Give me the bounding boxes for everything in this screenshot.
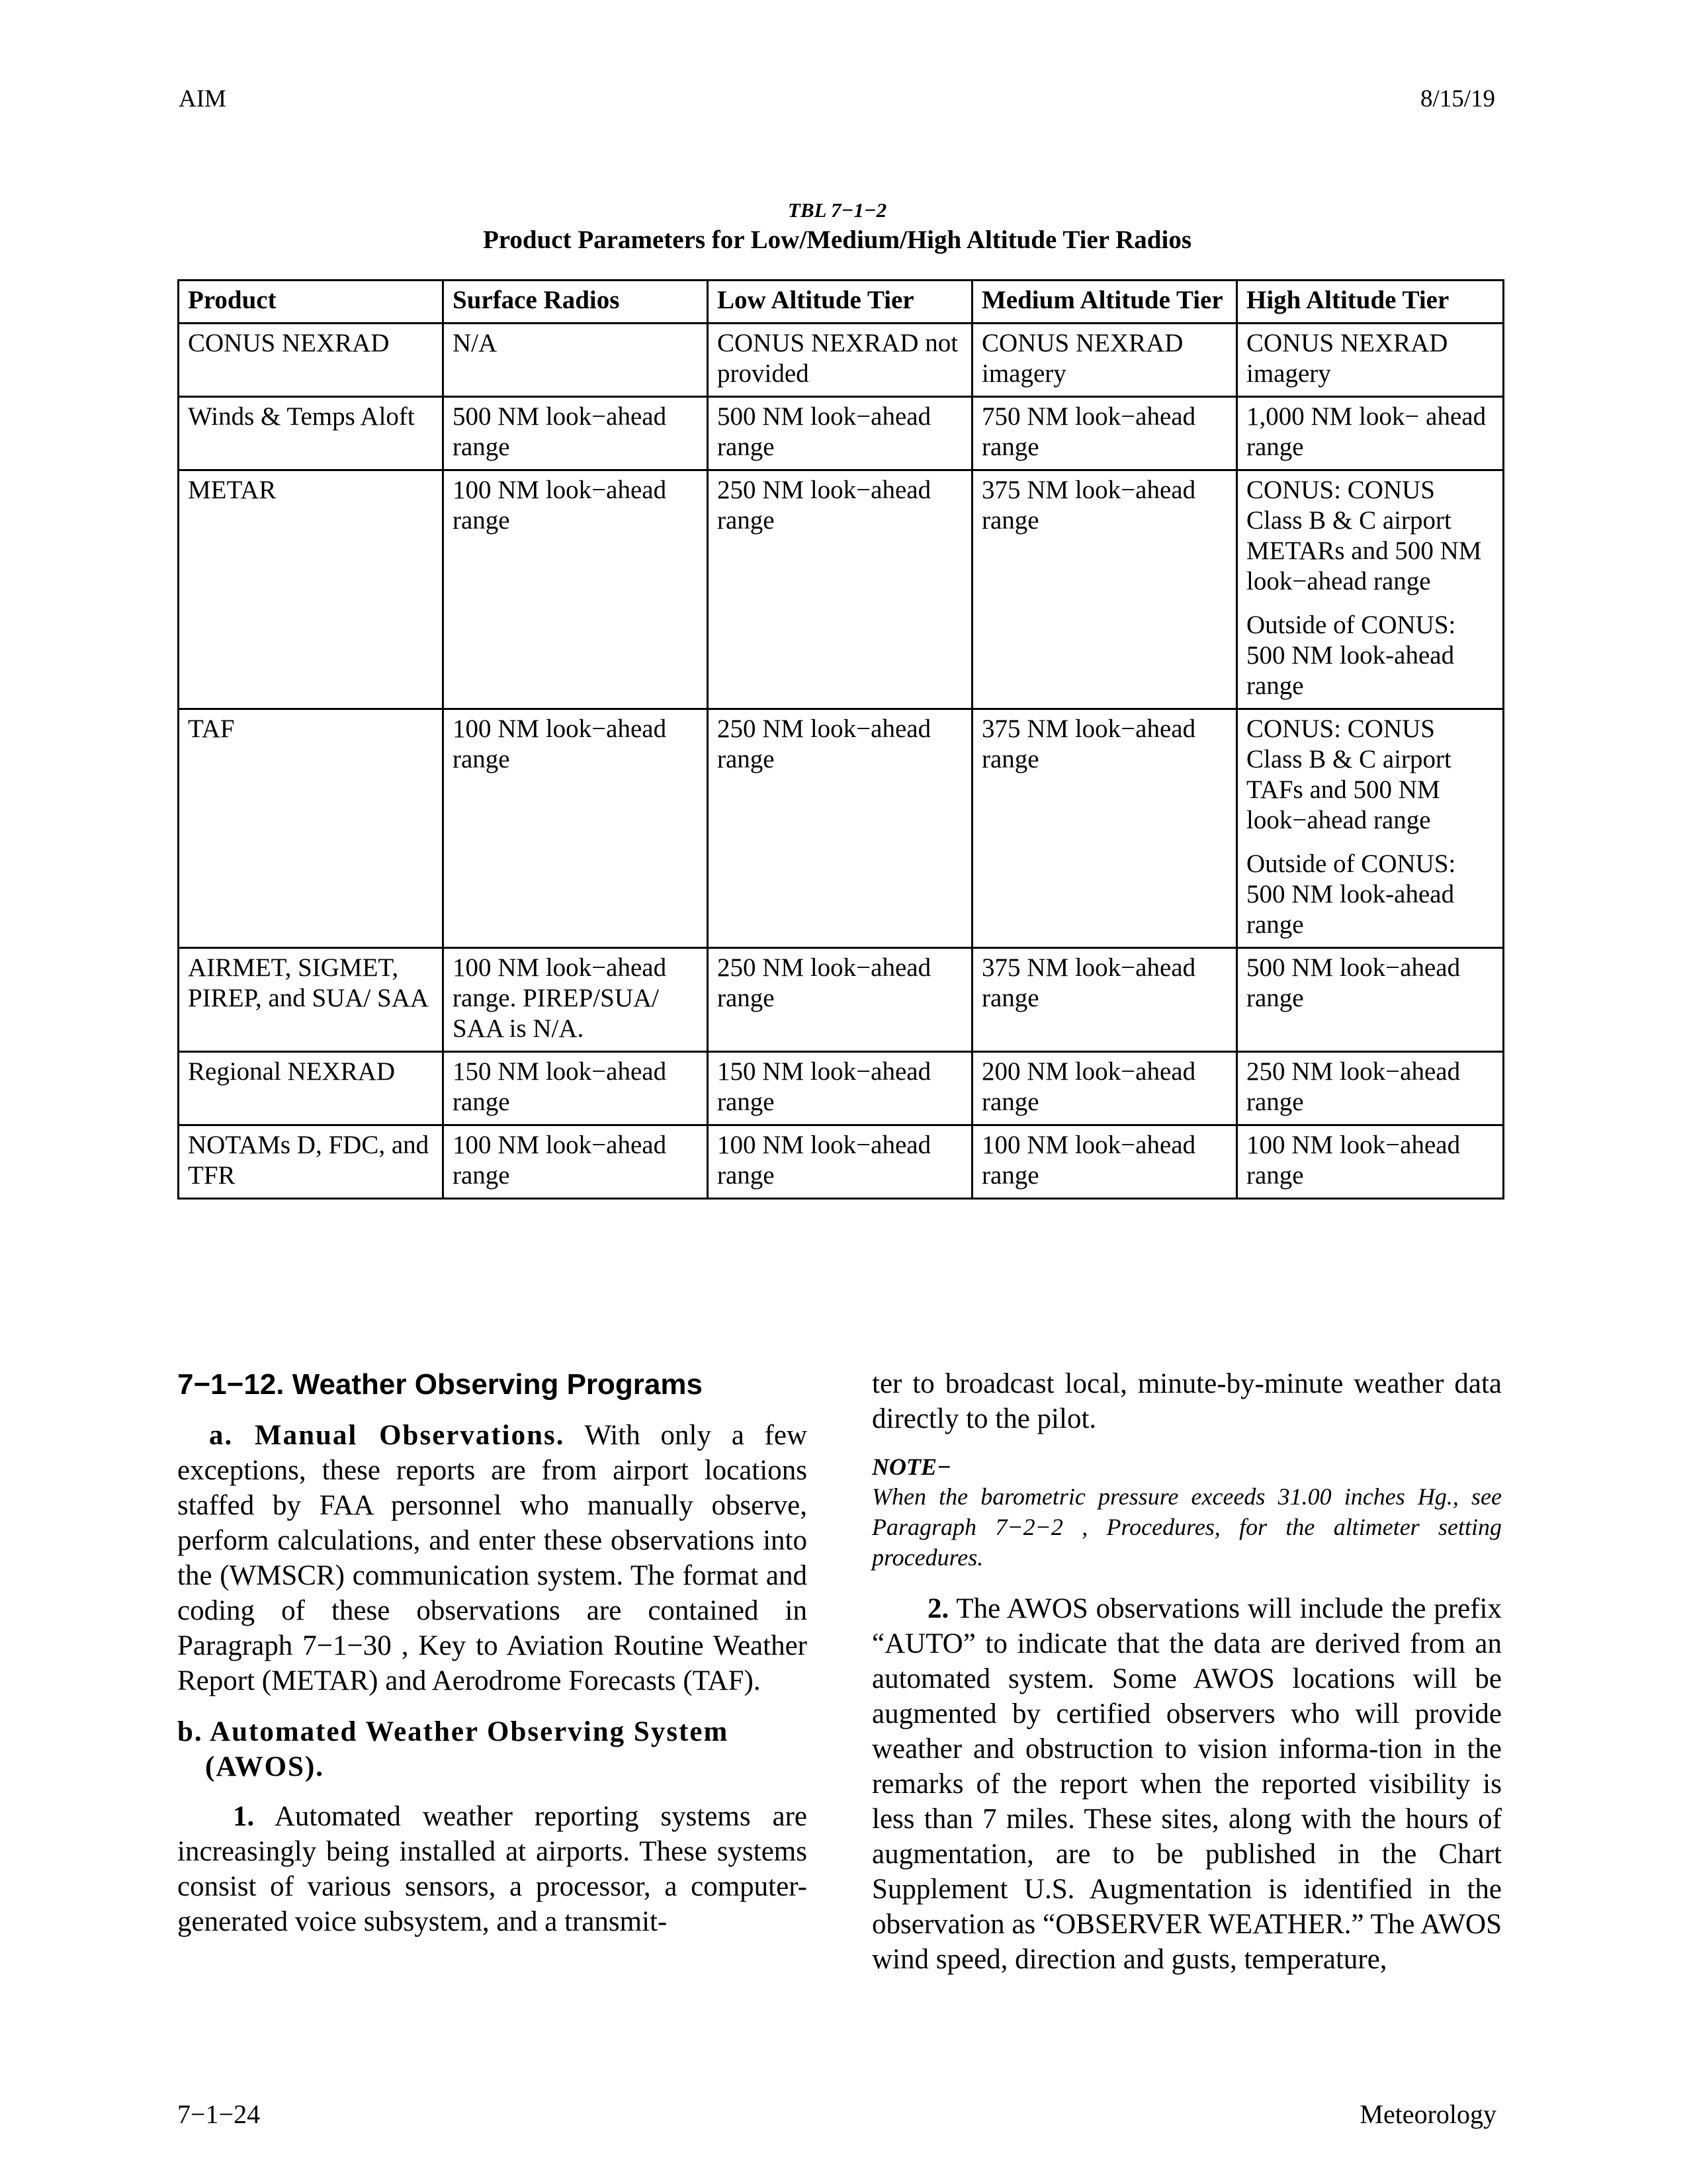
left-column: [177, 1366, 807, 1955]
cell-text: 100 NM look−ahead range: [453, 476, 667, 535]
paragraph-a-text: With only a few exceptions, these reports are from airport locations staffed by FAA personnel who manually observe, perform calculations, and enter these observations into the (WMSCR) communication system. The format and coding of these observations are contained in Paragraph 7−1−30 , Key to Aviation Routine Weather Report (METAR) and Aerodrome Forecasts (TAF).: [177, 1420, 807, 1696]
table-cell: [1237, 709, 1504, 948]
table-cell: [179, 324, 443, 397]
table-cell: [708, 1125, 973, 1199]
cell-text: AIRMET, SIGMET, PIREP, and SUA/ SAA: [188, 953, 429, 1012]
cell-text: 375 NM look−ahead range: [982, 476, 1196, 535]
table-label: TBL 7−1−2: [787, 198, 887, 222]
cell-text: CONUS NEXRAD imagery: [982, 329, 1184, 388]
table-cell: [708, 397, 973, 470]
table-cell: [179, 1052, 443, 1125]
table-body: [179, 324, 1504, 1199]
table-cell: [708, 324, 973, 397]
table-row: [179, 1052, 1504, 1125]
column-header: Product: [179, 281, 443, 324]
running-header-date: 8/15/19: [1420, 85, 1495, 112]
table-cell: [708, 470, 973, 709]
table-title: Product Parameters for Low/Medium/High Altitude Tier Radios: [482, 226, 1191, 254]
cell-text: Winds & Temps Aloft: [188, 402, 415, 431]
cell-text: 100 NM look−ahead range: [453, 1131, 667, 1190]
cell-text: 150 NM look−ahead range: [453, 1057, 667, 1116]
table-cell: [1237, 948, 1504, 1052]
table-cell: [1237, 324, 1504, 397]
section-heading: 7−1−12. Weather Observing Programs: [177, 1368, 703, 1401]
cell-text: CONUS NEXRAD: [188, 329, 390, 357]
table-cell: [973, 948, 1237, 1052]
paragraph-2-text: The AWOS observations will include the prefix “AUTO” to indicate that the data are derived from an automated system. Some AWOS locations will be augmented by certified observers who will provide weather and obstruction to vision informa-tion in the remarks of the report when the reported visibility is less than 7 miles. These sites, along with the hours of augmentation, are to be published in the Chart Supplement U.S. Augmentation is identified in the observation as “OBSERVER WEATHER.” The AWOS wind speed, direction and gusts, temperature,: [872, 1593, 1502, 1975]
table-cell: [443, 1052, 708, 1125]
table-cell: [973, 397, 1237, 470]
paragraph-1: [177, 1799, 807, 1939]
column-header: Medium Altitude Tier: [973, 281, 1237, 324]
cell-text: 250 NM look−ahead range: [717, 476, 931, 535]
cell-text: 250 NM look−ahead range: [1246, 1057, 1461, 1116]
cell-text: 750 NM look−ahead range: [982, 402, 1196, 461]
paragraph-1-text-part1: Automated weather reporting systems are increasingly being installed at airports. These systems consist of various sensors, a processor, a computer-generated voice subsystem, and a transmit-: [177, 1801, 807, 1937]
cell-text: TAF: [188, 715, 235, 743]
table-row: [179, 324, 1504, 397]
table-cell: [443, 397, 708, 470]
cell-text: N/A: [453, 329, 497, 357]
table-cell: [179, 470, 443, 709]
cell-text: 375 NM look−ahead range: [982, 715, 1196, 773]
paragraph-a: [177, 1418, 807, 1698]
paragraph-1-continued: ter to broadcast local, minute-by-minute weather data directly to the pilot.: [872, 1368, 1502, 1434]
column-header: Low Altitude Tier: [708, 281, 973, 324]
table-cell: [708, 709, 973, 948]
cell-text: 1,000 NM look− ahead range: [1246, 402, 1487, 461]
paragraph-1-number: 1.: [233, 1801, 255, 1832]
table-cell: [1237, 1052, 1504, 1125]
page-number: 7−1−24: [177, 2099, 261, 2129]
cell-text: 100 NM look−ahead range. PIREP/SUA/ SAA is N/A.: [453, 953, 667, 1043]
table-cell: [973, 324, 1237, 397]
cell-text: 500 NM look−ahead range: [717, 402, 931, 461]
cell-text: 100 NM look−ahead range: [717, 1131, 931, 1190]
table-cell: [973, 709, 1237, 948]
table-header: [179, 281, 1504, 324]
cell-text: CONUS: CONUS Class B & C airport METARs and 500 NM look−ahead range: [1246, 476, 1482, 595]
table-cell: [179, 1125, 443, 1199]
table-cell: [1237, 397, 1504, 470]
cell-text: 500 NM look−ahead range: [1246, 953, 1461, 1012]
cell-text: 100 NM look−ahead range: [982, 1131, 1196, 1190]
table-row: [179, 1125, 1504, 1199]
table-row: [179, 397, 1504, 470]
table-cell: [708, 1052, 973, 1125]
table-cell: [443, 709, 708, 948]
cell-text: NOTAMs D, FDC, and TFR: [188, 1131, 429, 1190]
paragraph-a-label: a. Manual Observations.: [209, 1420, 565, 1451]
cell-text: METAR: [188, 476, 277, 504]
table-header-row: [179, 281, 1504, 324]
cell-text: 100 NM look−ahead range: [453, 715, 667, 773]
cell-text: 200 NM look−ahead range: [982, 1057, 1196, 1116]
paragraph-2-number: 2.: [928, 1593, 949, 1624]
cell-text: 100 NM look−ahead range: [1246, 1131, 1461, 1190]
table-row: [179, 470, 1504, 709]
column-header: Surface Radios: [443, 281, 708, 324]
note-label: NOTE−: [872, 1454, 951, 1480]
table-cell: [973, 1052, 1237, 1125]
table-cell: [443, 324, 708, 397]
table-cell: [179, 948, 443, 1052]
table-cell: [443, 470, 708, 709]
table-cell: [1237, 470, 1504, 709]
table-row: [179, 709, 1504, 948]
table-cell: [443, 948, 708, 1052]
running-header-left: AIM: [179, 85, 226, 112]
cell-text: Outside of CONUS: 500 NM look-ahead range: [1246, 611, 1456, 700]
table-row: [179, 948, 1504, 1052]
column-header: High Altitude Tier: [1237, 281, 1504, 324]
table-cell: [179, 397, 443, 470]
cell-text: CONUS NEXRAD imagery: [1246, 329, 1448, 388]
chapter-name: Meteorology: [1360, 2099, 1496, 2129]
subsection-b-heading: b. Automated Weather Observing System (AWOS).: [177, 1716, 729, 1782]
right-column: [872, 1366, 1502, 1993]
cell-text: CONUS NEXRAD not provided: [717, 329, 959, 388]
table-cell: [973, 1125, 1237, 1199]
table-cell: [179, 709, 443, 948]
cell-text: 375 NM look−ahead range: [982, 953, 1196, 1012]
table-cell: [973, 470, 1237, 709]
cell-text: 150 NM look−ahead range: [717, 1057, 931, 1116]
cell-text: Regional NEXRAD: [188, 1057, 396, 1086]
note-text: When the barometric pressure exceeds 31.00 inches Hg., see Paragraph 7−2−2 , Procedures, for the altimeter setting procedures.: [872, 1483, 1502, 1571]
cell-text: CONUS: CONUS Class B & C airport TAFs and 500 NM look−ahead range: [1246, 715, 1451, 834]
product-parameters-table: [177, 279, 1504, 1200]
cell-text: 250 NM look−ahead range: [717, 953, 931, 1012]
table-cell: [443, 1125, 708, 1199]
cell-text: 250 NM look−ahead range: [717, 715, 931, 773]
cell-text: 500 NM look−ahead range: [453, 402, 667, 461]
paragraph-2: [872, 1591, 1502, 1977]
cell-text: Outside of CONUS: 500 NM look-ahead range: [1246, 850, 1456, 939]
table-cell: [1237, 1125, 1504, 1199]
table-cell: [708, 948, 973, 1052]
